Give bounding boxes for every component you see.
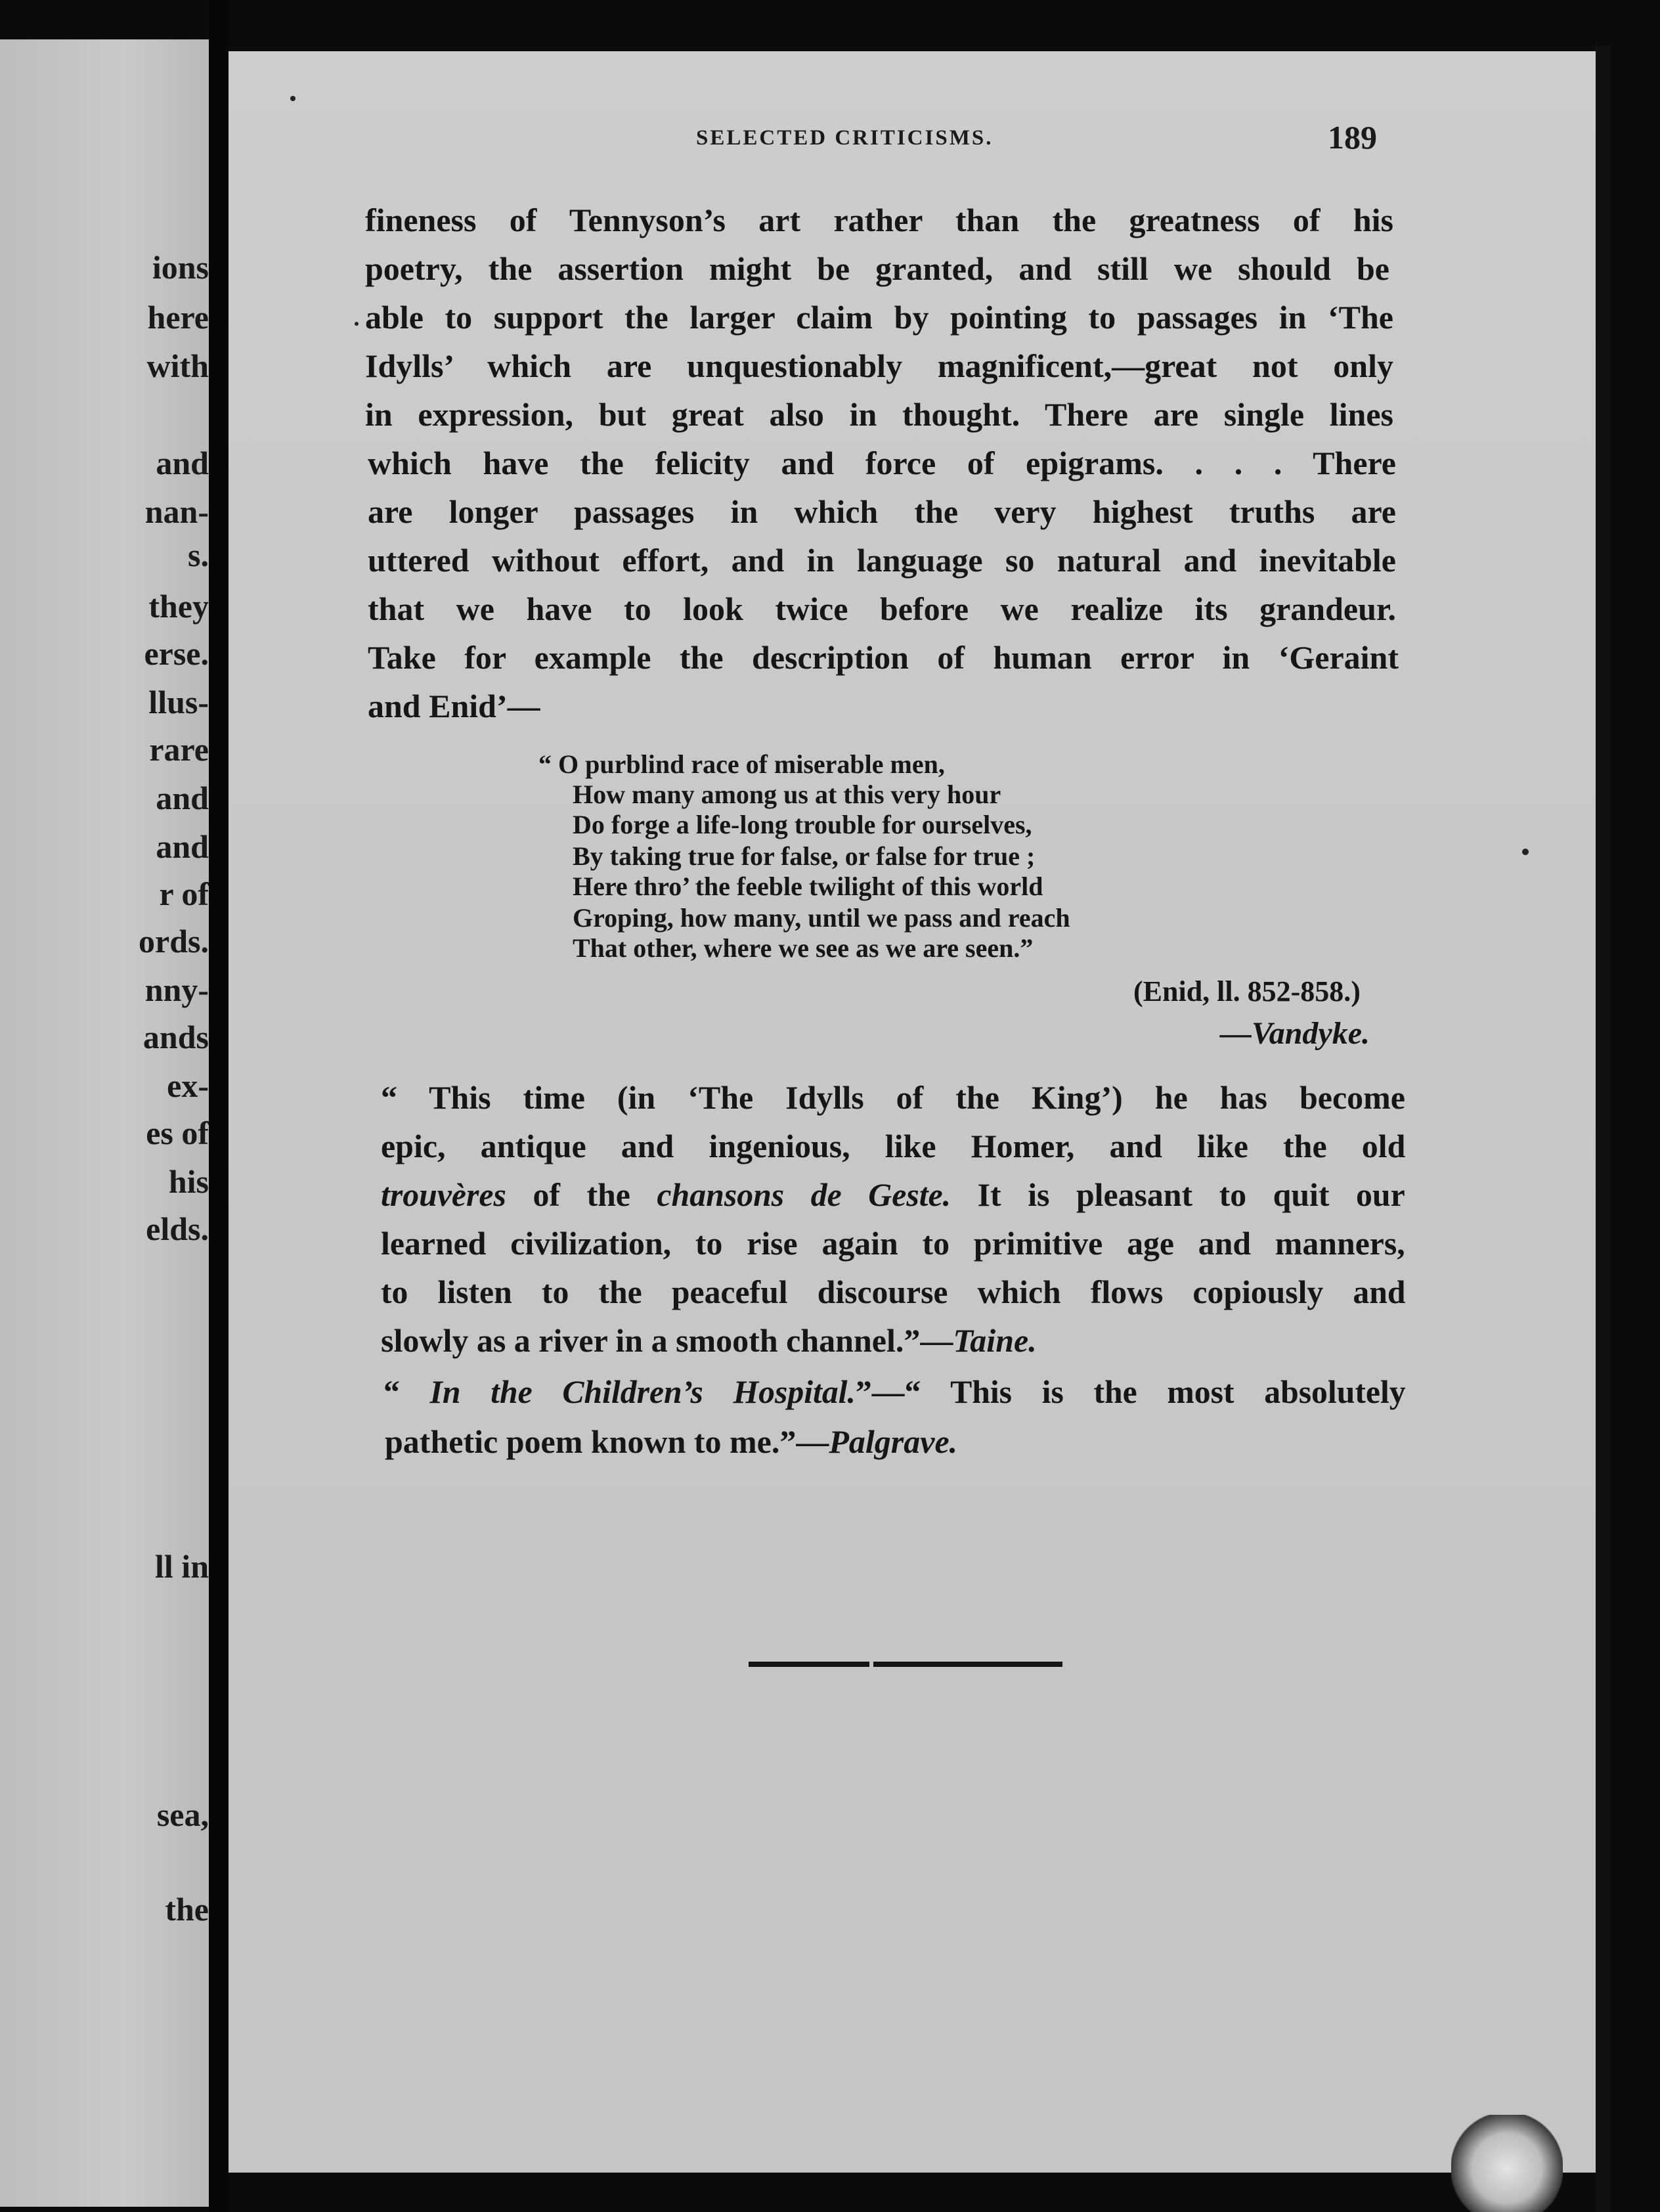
- previous-page-fragment: erse.: [144, 635, 209, 672]
- previous-page-fragment: nan-: [144, 493, 209, 530]
- verse-line: Here thro’ the feeble twilight of this world: [573, 872, 1043, 901]
- previous-page-fragment: here: [147, 299, 209, 336]
- previous-page-fragment: ands: [142, 1019, 209, 1055]
- paragraph-1-line: and Enid’—: [368, 688, 540, 724]
- previous-page-fragment: ll in: [155, 1548, 209, 1585]
- verse-citation: (Enid, ll. 852-858.): [1133, 975, 1361, 1007]
- ink-speck: [1522, 849, 1529, 855]
- page-edge-shadow: [1596, 46, 1610, 2212]
- paper-damage-blot: [1451, 2115, 1563, 2212]
- previous-page-fragment: and: [156, 445, 209, 481]
- paragraph-2-line: “ This time (in ‘The Idylls of the King’) he has become: [381, 1079, 1405, 1116]
- previous-page-fragment: and: [156, 828, 209, 865]
- attribution-palgrave: Palgrave.: [829, 1423, 958, 1460]
- paragraph-1-line: Take for example the description of human error in ‘Geraint: [368, 639, 1399, 676]
- ink-speck: [355, 322, 359, 326]
- previous-page-fragment: s.: [188, 537, 209, 573]
- previous-page-fragment: rare: [149, 731, 209, 768]
- verse-line: How many among us at this very hour: [573, 780, 1001, 809]
- previous-page-fragment: ords.: [139, 923, 209, 960]
- verse-line: “ O purblind race of miserable men,: [538, 749, 945, 779]
- paragraph-2-line: [381, 1178, 1405, 1211]
- line-text: ”—“ This is the most absolutely: [855, 1373, 1406, 1410]
- attribution-taine: Taine.: [953, 1322, 1037, 1359]
- line-text: slowly as a river in a smooth channel.”—: [381, 1322, 953, 1359]
- previous-page-fragment: ions: [152, 249, 209, 286]
- paragraph-3-line: [385, 1425, 957, 1458]
- verse-line: Do forge a life-long trouble for ourselves,: [573, 810, 1032, 839]
- paragraph-3-line: [383, 1375, 1406, 1408]
- page-number: 189: [1328, 119, 1377, 156]
- previous-page-fragment: elds.: [146, 1210, 209, 1247]
- line-text: pathetic poem known to me.”—: [385, 1423, 829, 1460]
- verse-line: That other, where we see as we are seen.”: [573, 933, 1034, 963]
- previous-page-fragment: r of: [159, 875, 209, 912]
- previous-page-fragment: nny-: [144, 971, 209, 1008]
- paragraph-1-line: fineness of Tennyson’s art rather than the greatness of his: [365, 202, 1393, 238]
- previous-page-fragment: sea,: [156, 1796, 209, 1833]
- paragraph-1-line: poetry, the assertion might be granted, and still we should be: [365, 250, 1389, 287]
- previous-page-fragment: and: [156, 780, 209, 816]
- paragraph-1-line: that we have to look twice before we realize its grandeur.: [368, 590, 1396, 627]
- paragraph-1-line: Idylls’ which are unquestionably magnificent,—great not only: [365, 347, 1393, 384]
- section-end-rule: [749, 1662, 1062, 1667]
- previous-page-fragment: llus-: [148, 684, 209, 720]
- previous-page-fragment: they: [148, 588, 209, 625]
- previous-page-fragment: ex-: [167, 1067, 209, 1104]
- previous-page-fragment: the: [165, 1891, 209, 1928]
- paragraph-1-line: able to support the larger claim by pointing to passages in ‘The: [365, 299, 1393, 336]
- paragraph-2-line: epic, antique and ingenious, like Homer, and like the old: [381, 1128, 1406, 1164]
- line-text: It is pleasant to quit our: [951, 1176, 1405, 1213]
- paragraph-2-line: to listen to the peaceful discourse which flows copiously and: [381, 1273, 1406, 1310]
- running-head: SELECTED CRITICISMS.: [696, 126, 994, 150]
- italic-term-trouveres: trouvères: [381, 1176, 506, 1213]
- verse-attribution: —Vandyke.: [1220, 1016, 1370, 1051]
- paragraph-1-line: in expression, but great also in thought. There are single lines: [365, 396, 1393, 433]
- poem-title: In the Children’s Hospital.: [429, 1373, 856, 1410]
- previous-page-strip: [0, 39, 209, 2207]
- previous-page-fragment: with: [146, 347, 209, 384]
- previous-page-fragment: his: [168, 1163, 209, 1200]
- paragraph-1-line: which have the felicity and force of epigrams. . . . There: [368, 445, 1396, 481]
- verse-line: By taking true for false, or false for true ;: [573, 841, 1036, 871]
- ink-speck: [290, 96, 295, 101]
- line-text: of the: [506, 1176, 657, 1213]
- paragraph-1-line: are longer passages in which the very highest truths are: [368, 493, 1396, 530]
- italic-term-chansons: chansons de Geste.: [657, 1176, 951, 1213]
- paragraph-2-line: [381, 1324, 1037, 1357]
- book-gutter: [209, 0, 229, 2212]
- verse-line: Groping, how many, until we pass and reach: [573, 903, 1070, 933]
- open-quote: “: [383, 1373, 430, 1410]
- paragraph-1-line: uttered without effort, and in language so natural and inevitable: [368, 542, 1396, 579]
- paragraph-2-line: learned civilization, to rise again to primitive age and manners,: [381, 1225, 1405, 1262]
- previous-page-fragment: es of: [146, 1115, 209, 1151]
